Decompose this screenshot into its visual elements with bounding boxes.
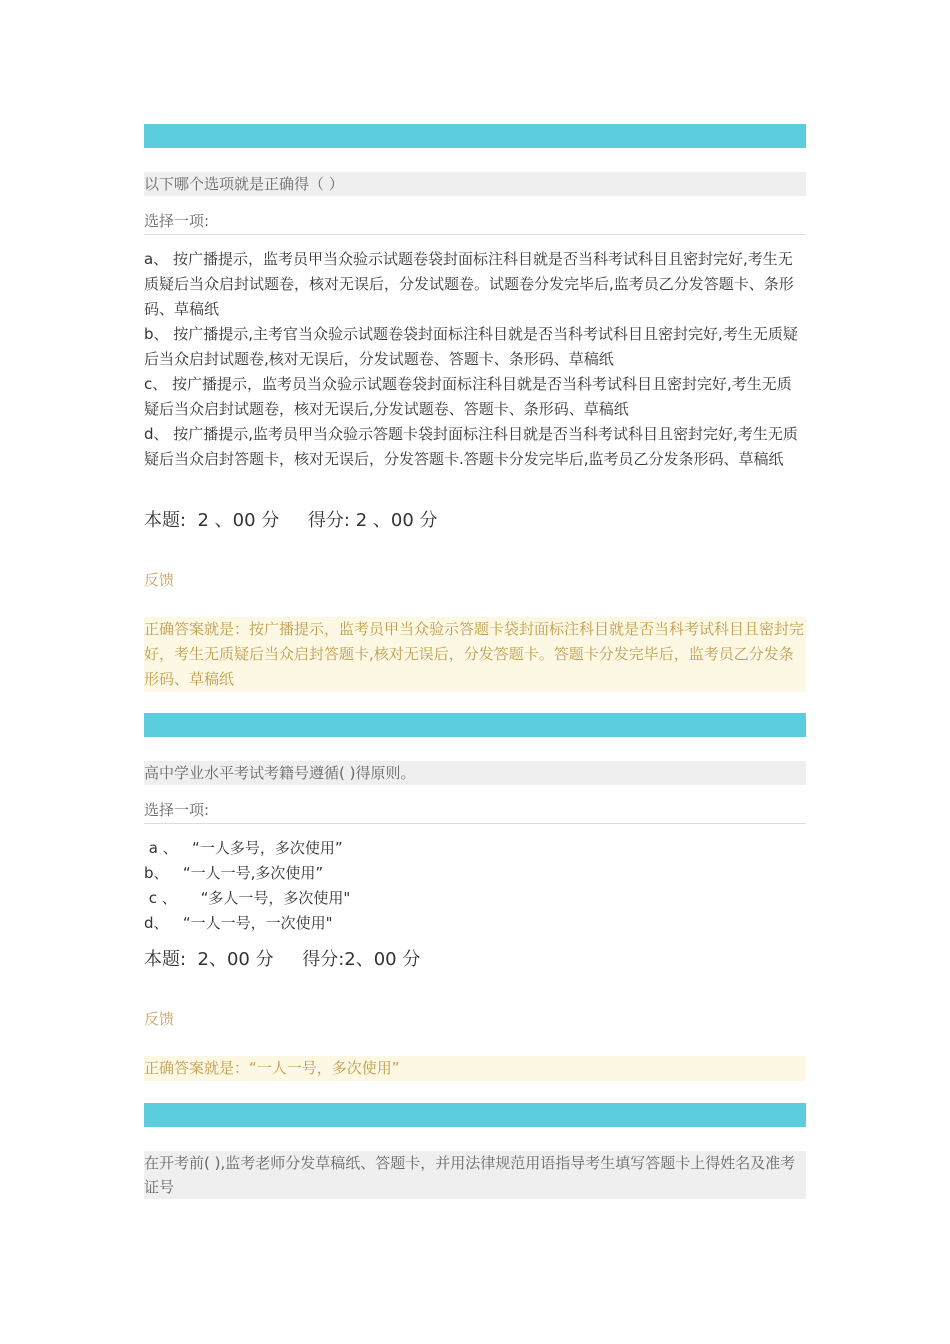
option-c[interactable]: c、 按广播提示，监考员当众验示试题卷袋封面标注科目就是否当科考试科目且密封完好,考生无质疑后当众启封试题卷，核对无误后,分发试题卷、答题卡、条形码、草稿纸 [144, 375, 792, 418]
feedback-title: 反馈 [144, 571, 175, 589]
question-header-bar [144, 1103, 806, 1127]
options-list [144, 836, 806, 936]
option-a[interactable]: a 、 “一人多号，多次使用” [144, 839, 343, 857]
question-header-bar [144, 713, 806, 737]
option-d[interactable]: d、 “一人一号，一次使用" [144, 914, 333, 932]
option-b[interactable]: b、 按广播提示,主考官当众验示试题卷袋封面标注科目就是否当科考试科目且密封完好,考生无质疑后当众启封试题卷,核对无误后，分发试题卷、答题卡、条形码、草稿纸 [144, 325, 798, 368]
choose-one-label: 选择一项: [144, 799, 806, 824]
option-c[interactable]: c 、 “多人一号，多次使用" [144, 889, 351, 907]
question-text: 在开考前( ),监考老师分发草稿纸、答题卡，并用法律规范用语指导考生填写答题卡上得姓名及准考证号 [144, 1151, 806, 1199]
options-list [144, 247, 806, 472]
choose-one-label: 选择一项: [144, 210, 806, 235]
score-line: 本题: 2 、00 分 得分: 2 、00 分 [144, 510, 438, 531]
question-header-bar [144, 124, 806, 148]
question-text: 高中学业水平考试考籍号遵循( )得原则。 [144, 761, 806, 785]
question-text: 以下哪个选项就是正确得（ ） [144, 172, 806, 196]
feedback-title: 反馈 [144, 1010, 175, 1028]
correct-answer-feedback: 正确答案就是：“一人一号，多次使用” [144, 1056, 806, 1081]
option-d[interactable]: d、 按广播提示,监考员甲当众验示答题卡袋封面标注科目就是否当科考试科目且密封完好,考生无质疑后当众启封答题卡，核对无误后，分发答题卡.答题卡分发完毕后,监考员乙分发条形码、草稿纸 [144, 425, 798, 468]
option-a[interactable]: a、 按广播提示，监考员甲当众验示试题卷袋封面标注科目就是否当科考试科目且密封完好,考生无质疑后当众启封试题卷，核对无误后，分发试题卷。试题卷分发完毕后,监考员乙分发答题卡、条形码、草稿纸 [144, 250, 794, 318]
correct-answer-feedback: 正确答案就是：按广播提示，监考员甲当众验示答题卡袋封面标注科目就是否当科考试科目且密封完好，考生无质疑后当众启封答题卡,核对无误后，分发答题卡。答题卡分发完毕后，监考员乙分发条形码、草稿纸 [144, 617, 806, 692]
option-b[interactable]: b、 “一人一号,多次使用” [144, 864, 324, 882]
score-line: 本题: 2、00 分 得分:2、00 分 [144, 949, 421, 970]
